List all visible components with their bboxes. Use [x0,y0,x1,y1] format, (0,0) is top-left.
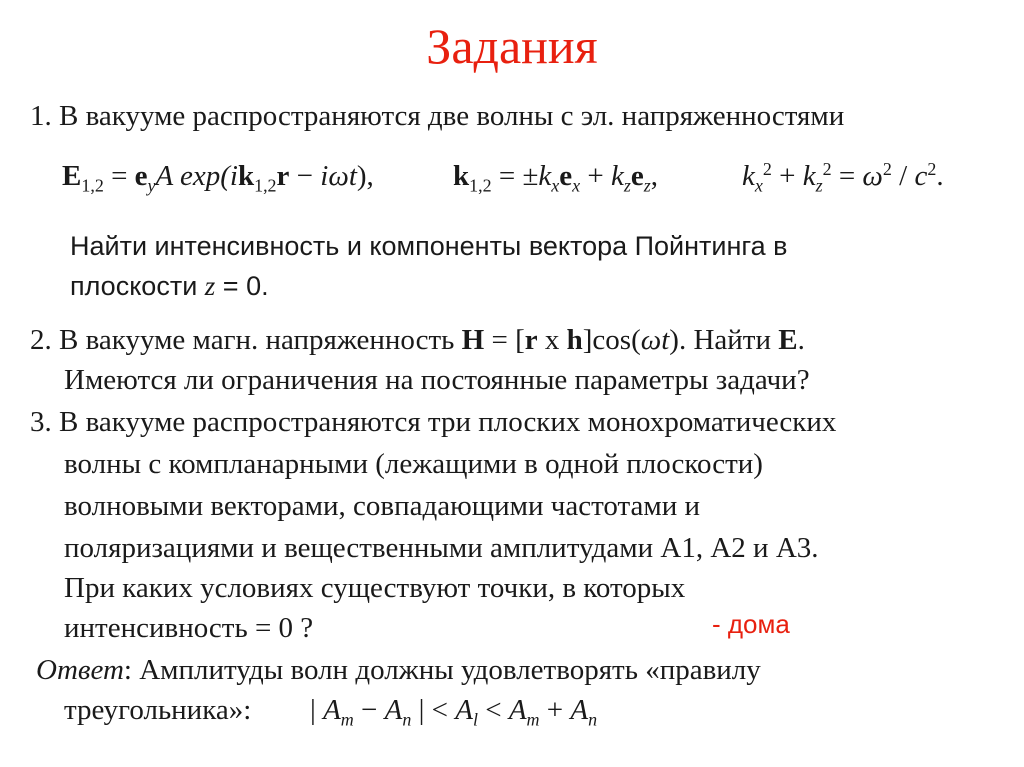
task1-find-line2: плоскости z = 0. [70,271,269,301]
task3-line: поляризациями и вещественными амплитудами А1, А2 и А3. [64,532,819,564]
triangle-inequality: | $A_m - A_n$ | < $A_l < A_m + A_n$ [310,694,598,730]
answer-line1: Ответ: Амплитуды волн должны удовлетворять «правилу [36,654,761,686]
slide-title: Задания [426,18,598,74]
task3-line: волны с компланарными (лежащими в одной плоскости) [64,448,763,480]
task3-line: волновыми векторами, совпадающими частотами и [64,490,701,522]
task3-line: интенсивность = 0 ? [64,612,314,644]
homework-note: - дома [712,609,790,639]
task3-line: 3. В вакууме распространяются три плоских монохроматических [30,406,837,438]
answer-label: Ответ [36,654,124,686]
equation-dispersion: $k_x^2 + k_z^2 = \omega^2 / c^2$. [742,159,944,196]
task2-line2: Имеются ли ограничения на постоянные параметры задачи? [64,364,810,396]
equation-E: $E_{1,2} = e_yA$ $\exp(ik_{1,2}r - i\omega t)$, [62,160,374,196]
task1-find-line1: Найти интенсивность и компоненты вектора Пойнтинга в [70,231,788,261]
equation-k: $k_{1,2} = \pm k_xe_x + k_ze_z$, [453,160,658,196]
task1-line: 1. В вакууме распространяются две волны с эл. напряженностями [30,100,845,132]
task2-line1: 2. В вакууме магн. напряженность H = [r x h]cos(ωt). Найти E. [30,324,805,356]
task3-line: При каких условиях существуют точки, в которых [64,572,686,604]
answer-line2: треугольника»: [64,694,252,726]
